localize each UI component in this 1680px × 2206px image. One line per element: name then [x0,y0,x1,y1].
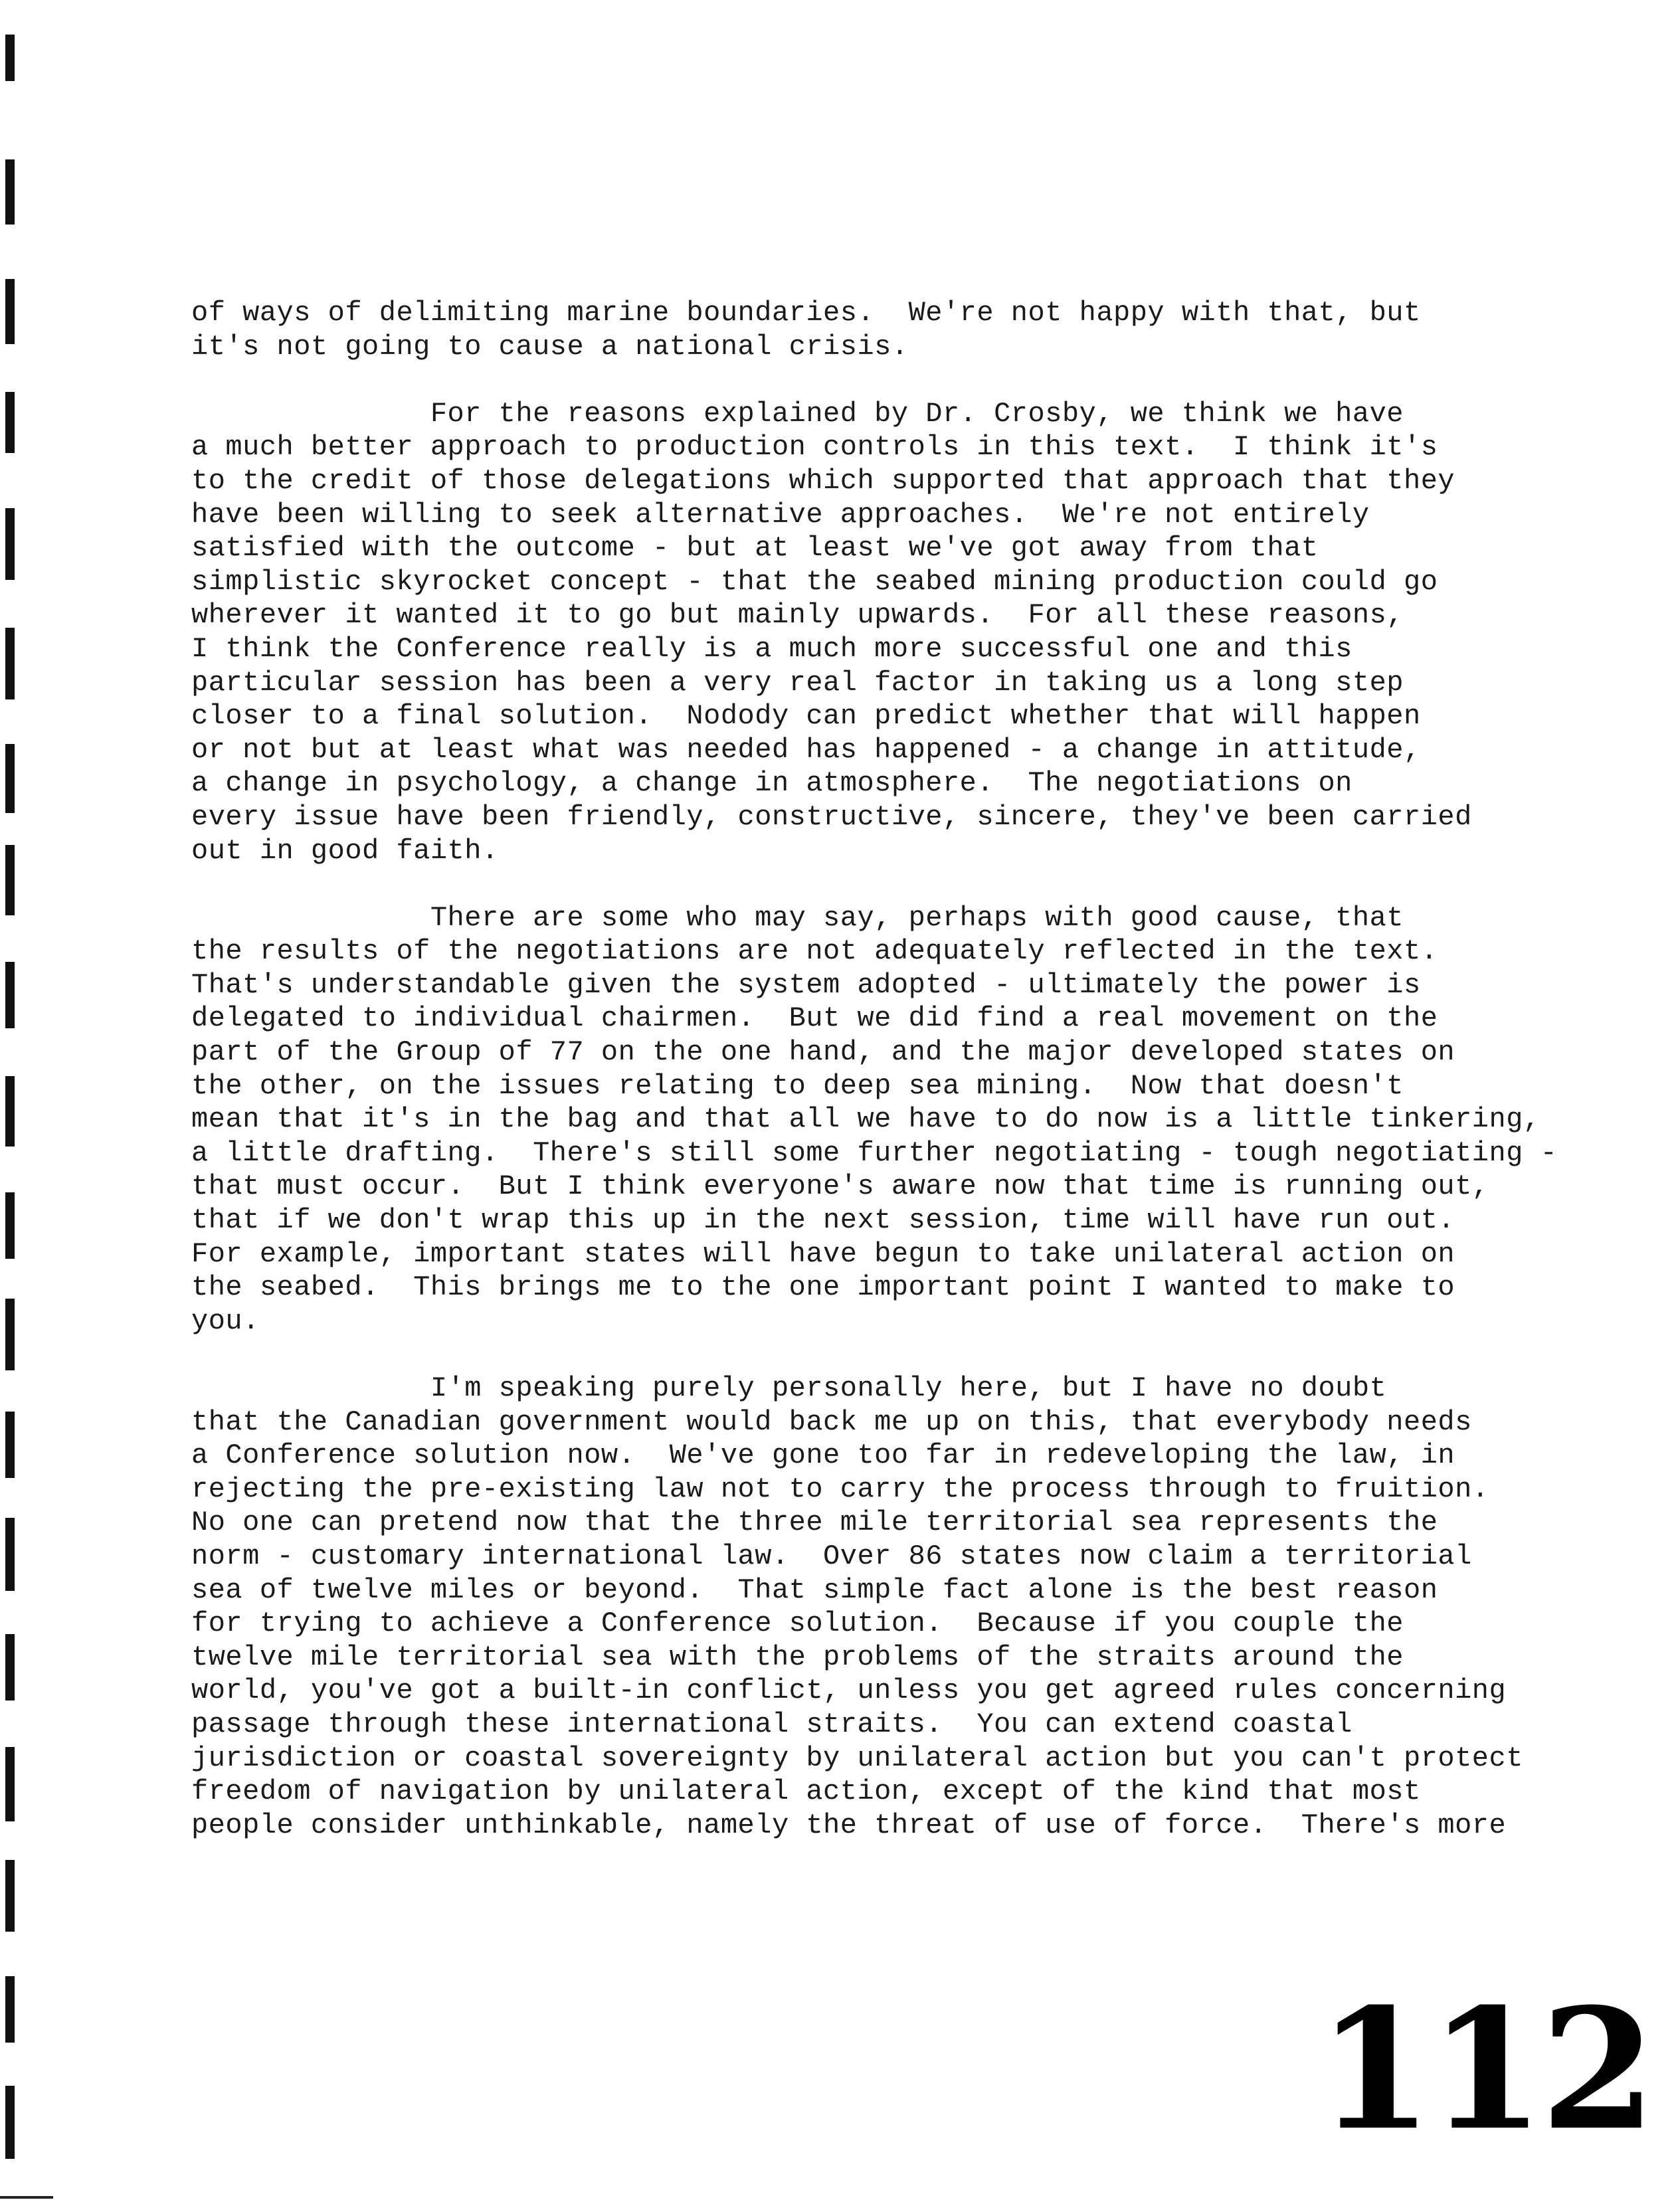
text-line: mean that it's in the bag and that all we have to do now is a little tinkering, [191,1103,1540,1136]
text-line: that the Canadian government would back me up on this, that everybody needs [191,1406,1472,1438]
text-line: norm - customary international law. Over 86 states now claim a territorial [191,1540,1472,1572]
binding-bar [5,744,15,813]
paragraph [191,1372,1573,1842]
binding-bar [5,1860,15,1932]
text-line: freedom of navigation by unilateral action, except of the kind that most [191,1776,1421,1808]
binding-bar [5,35,15,81]
text-line: satisfied with the outcome - but at least we've got away from that [191,532,1319,565]
text-line: a much better approach to production controls in this text. I think it's [191,431,1438,464]
text-line: to the credit of those delegations which supported that approach that they [191,464,1455,497]
binding-bar [5,1747,15,1821]
text-line: a change in psychology, a change in atmosphere. The negotiations on [191,767,1353,800]
text-line: sea of twelve miles or beyond. That simple fact alone is the best reason [191,1574,1438,1606]
binding-bar [5,845,15,915]
binding-bar [5,2086,15,2159]
text-line: simplistic skyrocket concept - that the seabed mining production could go [191,565,1438,598]
text-line: jurisdiction or coastal sovereignty by unilateral action but you can't protect [191,1742,1523,1774]
text-line: every issue have been friendly, constructive, sincere, they've been carried [191,800,1472,833]
text-line: That's understandable given the system adopted - ultimately the power is [191,968,1421,1001]
text-line: that if we don't wrap this up in the next session, time will have run out. [191,1204,1455,1237]
binding-bar [5,1976,15,2043]
text-line: passage through these international straits. You can extend coastal [191,1708,1353,1740]
binding-bar [5,1412,15,1478]
paragraph [191,901,1573,1338]
text-line: have been willing to seek alternative approaches. We're not entirely [191,498,1370,531]
text-line: I'm speaking purely personally here, but I have no doubt [191,1372,1387,1404]
text-line: of ways of delimiting marine boundaries. We're not happy with that, but [191,297,1421,329]
text-line: people consider unthinkable, namely the threat of use of force. There's more [191,1809,1507,1841]
text-line: a little drafting. There's still some further negotiating - tough negotiating - [191,1137,1558,1169]
binding-bar [5,1076,15,1147]
binding-bar [5,279,15,344]
text-line: For the reasons explained by Dr. Crosby, we think we have [191,397,1404,430]
page-number: 112 [1317,1972,1652,2167]
text-line: wherever it wanted it to go but mainly upwards. For all these reasons, [191,599,1404,632]
binding-bar [5,1518,15,1591]
text-line: or not but at least what was needed has happened - a change in attitude, [191,733,1421,766]
text-line: the results of the negotiations are not adequately reflected in the text. [191,935,1438,968]
binding-bar [5,508,15,580]
text-line: delegated to individual chairmen. But we did find a real movement on the [191,1002,1438,1035]
text-line: the seabed. This brings me to the one important point I wanted to make to [191,1271,1455,1304]
text-line: out in good faith. [191,834,499,867]
text-line: No one can pretend now that the three mile territorial sea represents the [191,1507,1438,1539]
paragraph [191,397,1573,868]
text-line: that must occur. But I think everyone's aware now that time is running out, [191,1170,1489,1203]
binding-bar [5,1192,15,1259]
text-line: the other, on the issues relating to deep sea mining. Now that doesn't [191,1069,1404,1102]
binding-bar [5,1634,15,1700]
text-line: a Conference solution now. We've gone too far in redeveloping the law, in [191,1439,1455,1472]
text-line: There are some who may say, perhaps with good cause, that [191,901,1404,934]
binding-bar [5,962,15,1028]
binding-bar [5,392,15,453]
binding-bar [5,1299,15,1370]
text-line: for trying to achieve a Conference solution. Because if you couple the [191,1608,1404,1640]
text-line: world, you've got a built-in conflict, unless you get agreed rules concerning [191,1675,1507,1707]
binding-bar [5,159,15,225]
binding-bar [5,628,15,699]
text-line: it's not going to cause a national crisis. [191,330,909,363]
text-line: particular session has been a very real factor in taking us a long step [191,666,1404,699]
text-line: rejecting the pre-existing law not to carry the process through to fruition. [191,1473,1489,1505]
text-line: part of the Group of 77 on the one hand, and the major developed states on [191,1036,1455,1069]
text-line: For example, important states will have begun to take unilateral action on [191,1238,1455,1270]
bottom-rule [0,2196,53,2199]
text-line: you. [191,1305,260,1337]
text-line: I think the Conference really is a much more successful one and this [191,632,1353,665]
document-body [191,296,1573,1842]
paragraph [191,296,1573,363]
text-line: twelve mile territorial sea with the problems of the straits around the [191,1641,1404,1673]
text-line: closer to a final solution. Nodody can predict whether that will happen [191,700,1421,733]
